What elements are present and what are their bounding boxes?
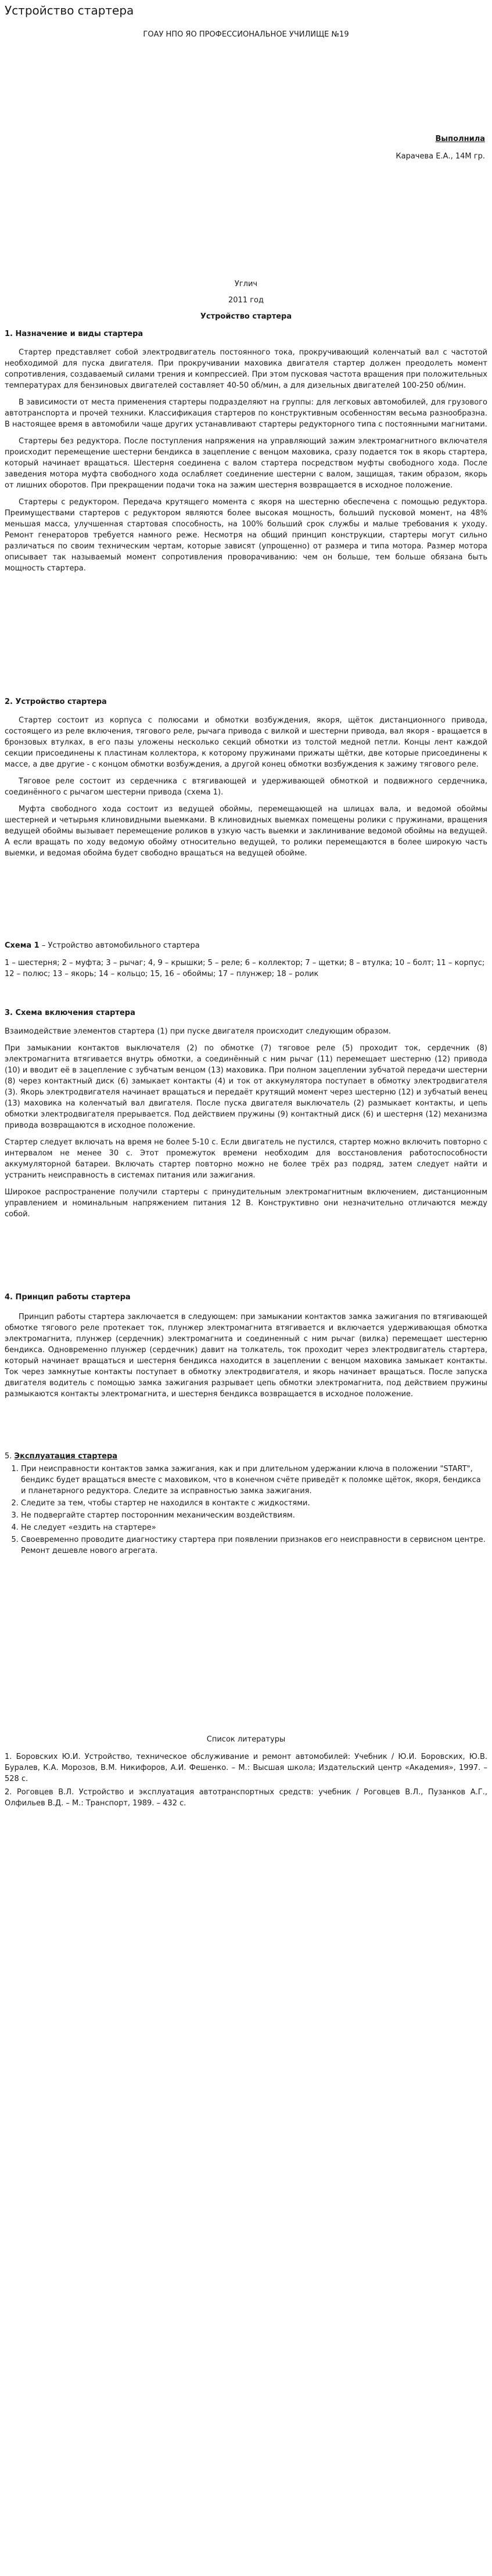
scheme-caption — [5, 940, 487, 951]
section-4-body — [5, 1312, 487, 1406]
list-item: 3. Не подвергайте стартер посторонним механическим воздействиям. — [21, 1510, 487, 1521]
section-3-heading — [5, 1007, 487, 1018]
section-heading: 1. Назначение и виды стартера — [5, 330, 143, 338]
literature-item: 2. Роговцев В.Л. Устройство и эксплуатация автотранспортных средств: учебник / Роговцев В.Л., Пузанков А.Г., Олфильев В.Д. – М.: Транспорт, 1989. – 432 с. — [5, 1788, 487, 1808]
scheme-legend — [5, 958, 487, 980]
document-heading: Устройство стартера — [200, 312, 292, 321]
scheme-legend-text: 1 – шестерня; 2 – муфта; 3 – рычаг; 4, 9 – крышки; 5 – реле; 6 – коллектор; 7 – щетки; 8 – втулка; 10 – болт; 11 – корпус; 12 – полюс; 13 – якорь; 14 – кольцо; 15, 16 – обоймы; 17 – плунжер; 18 – ролик — [5, 959, 485, 978]
paragraph: Стартер представляет собой электродвигатель постоянного тока, прокручивающий коленчатый вал с частотой необходимой для пуска двигателя. При прокручивании маховика двигателя стартер должен преодолеть момент сопротивления, создаваемый силами трения и компрессией. При этом пусковая частота вращения при положительных температурах для бензиновых двигателей составляет 40-50 об/мин, а для дизельных двигателей 100-250 об/мин. — [5, 348, 487, 390]
literature-heading: Список литературы — [206, 1735, 286, 1744]
section-5-heading — [5, 1451, 487, 1462]
section-2-body — [5, 715, 487, 865]
section-2-heading — [5, 696, 487, 707]
paragraph: Муфта свободного хода состоит из ведущей обоймы, перемещающей на шлицах вала, и ведомой обоймы шестерней и четырьмя клиновидными выемками. В клиновидных выемках помещены ролики с пружинами, вращения ведущей обоймы вызывает перемещение роликов в узкую часть выемки и заклинивание ведомой обоймы на ведущей. А если вращать по ходу ведомую обойму относительно ведущей, то ролики перемещаются в более широкую часть выемки, и ведомая обойма будет свободно вращаться на ведущей обойме. — [5, 805, 487, 858]
page-title: Устройство стартера — [5, 3, 134, 17]
city: Углич — [234, 280, 258, 288]
section-heading: 4. Принцип работы стартера — [5, 1293, 131, 1302]
paragraph: Взаимодействие элементов стартера (1) при пуске двигателя происходит следующим образом. — [5, 1027, 392, 1036]
section-heading: Эксплуатация стартера — [14, 1452, 118, 1461]
section-heading: 3. Схема включения стартера — [5, 1009, 135, 1017]
paragraph: Стартеры без редуктора. После поступления напряжения на управляющий зажим электромагнитного включателя происходит перемещение шестерни бендикса в зацепление с венцом маховика, сразу подается ток в якорь стартера, который начинает вращаться. Шестерня соединена с валом стартера посредством муфты свободного хода. После заведения мотора муфта свободного хода ослабляет соединение шестерни с валом, защищая, таким образом, якорь от лишних оборотов. При прекращении подачи тока на зажим шестерня возвращается в исходное положение. — [5, 437, 487, 490]
section-3-body — [5, 1026, 487, 1226]
paragraph: При замыкании контактов выключателя (2) по обмотке (7) тяговое реле (5) проходит ток, сердечник (8) электромагнита втягивается внутрь обмотки, а соединённый с ним рычаг (11) перемещает шестерню (12) привода (10) и вводит её в зацепление с зубчатым венцом (13) маховика. При полном зацеплении зубчатой передачи шестерни (8) через контактный диск (6) замыкает контакты (4) и ток от аккумулятора поступает в обмотку электродвигателя (3). Якорь электродвигателя начинает вращаться и передаёт крутящий момент через шестерню (12) и зубчатый венец (13) маховика на коленчатый вал двигателя. После пуска двигателя выключатель (2) размыкает контакты, и цепь обмотки электродвигателя прерывается. Под действием пружины (9) контактный диск (6) и шестерня (12) механизма привода возвращаются в исходное положение. — [5, 1044, 487, 1130]
paragraph: Тяговое реле состоит из сердечника с втягивающей и удерживающей обмоткой и подвижного сердечника, соединённого с рычагом шестерни привода (схема 1). — [5, 777, 487, 797]
list-item: 5. Своевременно проводите диагностику стартера при появлении признаков его неисправности в сервисном центре. Ремонт дешевле нового агрегата. — [21, 1534, 487, 1556]
section-number: 5. — [5, 1452, 12, 1461]
paragraph: Стартер следует включать на время не более 5-10 с. Если двигатель не пустился, стартер можно включить повторно с интервалом не менее 30 с. Этот промежуток времени необходим для восстановления работоспособности аккумуляторной батареи. Включать стартер повторно можно не более трёх раз подряд, затем следует найти и устранить неисправность в системах питания или зажигания. — [5, 1138, 487, 1180]
section-4-heading — [5, 1292, 487, 1303]
year: 2011 год — [228, 296, 264, 305]
author-label: Выполнила — [435, 135, 485, 143]
scheme-caption-label: Схема 1 — [5, 941, 39, 950]
list-item: 2. Следите за тем, чтобы стартер не находился в контакте с жидкостями. — [21, 1498, 487, 1509]
paragraph: Стартеры с редуктором. Передача крутящего момента с якоря на шестерню обеспечена с помощью редуктора. Преимуществами стартеров с редуктором являются более высокая мощность, больший пусковой момент, на 48% меньшая масса, улучшенная стартовая способность, на 100% больший срок службы и малые требования к уходу. Ремонт генераторов требуется намного реже. Несмотря на общий принцип конструкции, стартеры могут сильно различаться по своим техническим чертам, которые зависят (упрощенно) от размера и типа мотора. Размер мотора описывает так называемый момент сопротивления проворачиванию: чем он больше, тем больше обязана быть мощность стартера. — [5, 498, 487, 573]
list-item: 4. Не следует «ездить на стартере» — [21, 1522, 487, 1533]
section-heading: 2. Устройство стартера — [5, 698, 107, 706]
section-1-heading — [5, 328, 487, 339]
paragraph: Широкое распространение получили стартеры с принудительным электромагнитным включением, дистанционным управлением и номинальным напряжением питания 12 В. Конструктивно они незначительно отличаются между собой. — [5, 1188, 487, 1219]
literature-list — [5, 1751, 487, 1811]
list-item: 1. При неисправности контактов замка зажигания, как и при длительном удержании ключа в положении "START", бендикс будет вращаться вместе с маховиком, что в конечном счёте приведёт к поломке щёток, якоря, бендикса и планетарного редуктора. Следите за исправностью замка зажигания. — [21, 1464, 487, 1497]
section-5-list — [5, 1464, 487, 1558]
paragraph: В зависимости от места применения стартеры подразделяют на группы: для легковых автомобилей, для грузового автотранспорта и прочей техники. Классификация стартеров по конструктивным особенностям весьма разнообразна. В настоящее время в автомобили чаще других устанавливают стартеры редукторного типа с постоянными магнитами. — [5, 398, 487, 429]
school-name: ГОАУ НПО ЯО ПРОФЕССИОНАЛЬНОЕ УЧИЛИЩЕ №19 — [143, 30, 349, 39]
section-1-body — [5, 347, 487, 580]
literature-item: 1. Боровских Ю.И. Устройство, техническое обслуживание и ремонт автомобилей: Учебник / Ю.И. Боровских, Ю.В. Буралев, К.А. Морозов, В.М. Никифоров, А.И. Фешенко. – М.: Высшая школа; Издательский центр «Академия», 1997. – 528 с. — [5, 1753, 487, 1783]
paragraph: Стартер состоит из корпуса с полюсами и обмотки возбуждения, якоря, щёток дистанционного привода, состоящего из реле включения, тягового реле, рычага привода с вилкой и шестерни привода, вал якоря - вращается в бронзовых втулках, в его пазы уложены несколько секций обмотки из толстой медной петли. Концы лент каждой секции присоединены к пластинам коллектора, к которому пружинами прижаты щётки, две которые присоединены к массе, а две другие - с концом обмотки возбуждения, а другой конец обмотки возбуждения к зажиму тягового реле. — [5, 716, 487, 769]
author-name: Карачева Е.А., 14М гр. — [396, 152, 485, 161]
scheme-caption-text: – Устройство автомобильного стартера — [39, 941, 200, 950]
paragraph: Принцип работы стартера заключается в следующем: при замыкании контактов замка зажигания по втягивающей обмотке тягового реле протекает ток, плунжер электромагнита втягивается и включается удерживающая обмотка электромагнита, плунжер (сердечник) электромагнита и соединенный с ним рычаг (вилка) перемещает шестерню бендикса. Одновременно плунжер (сердечник) давит на толкатель, ток проходит через электродвигатель стартера, который начинает вращаться и шестерня бендикса находится в зацеплении с венцом маховика замыкает контакты. Ток через замкнутые контакты поступает в обмотку электродвигателя, и якорь начинает вращаться. После запуска двигателя водитель с помощью замка зажигания разрывает цепь обмотки электромагнита, под действием пружины размыкаются контакты электромагнита, и шестерня бендикса возвращается в исходное положение. — [5, 1313, 487, 1399]
